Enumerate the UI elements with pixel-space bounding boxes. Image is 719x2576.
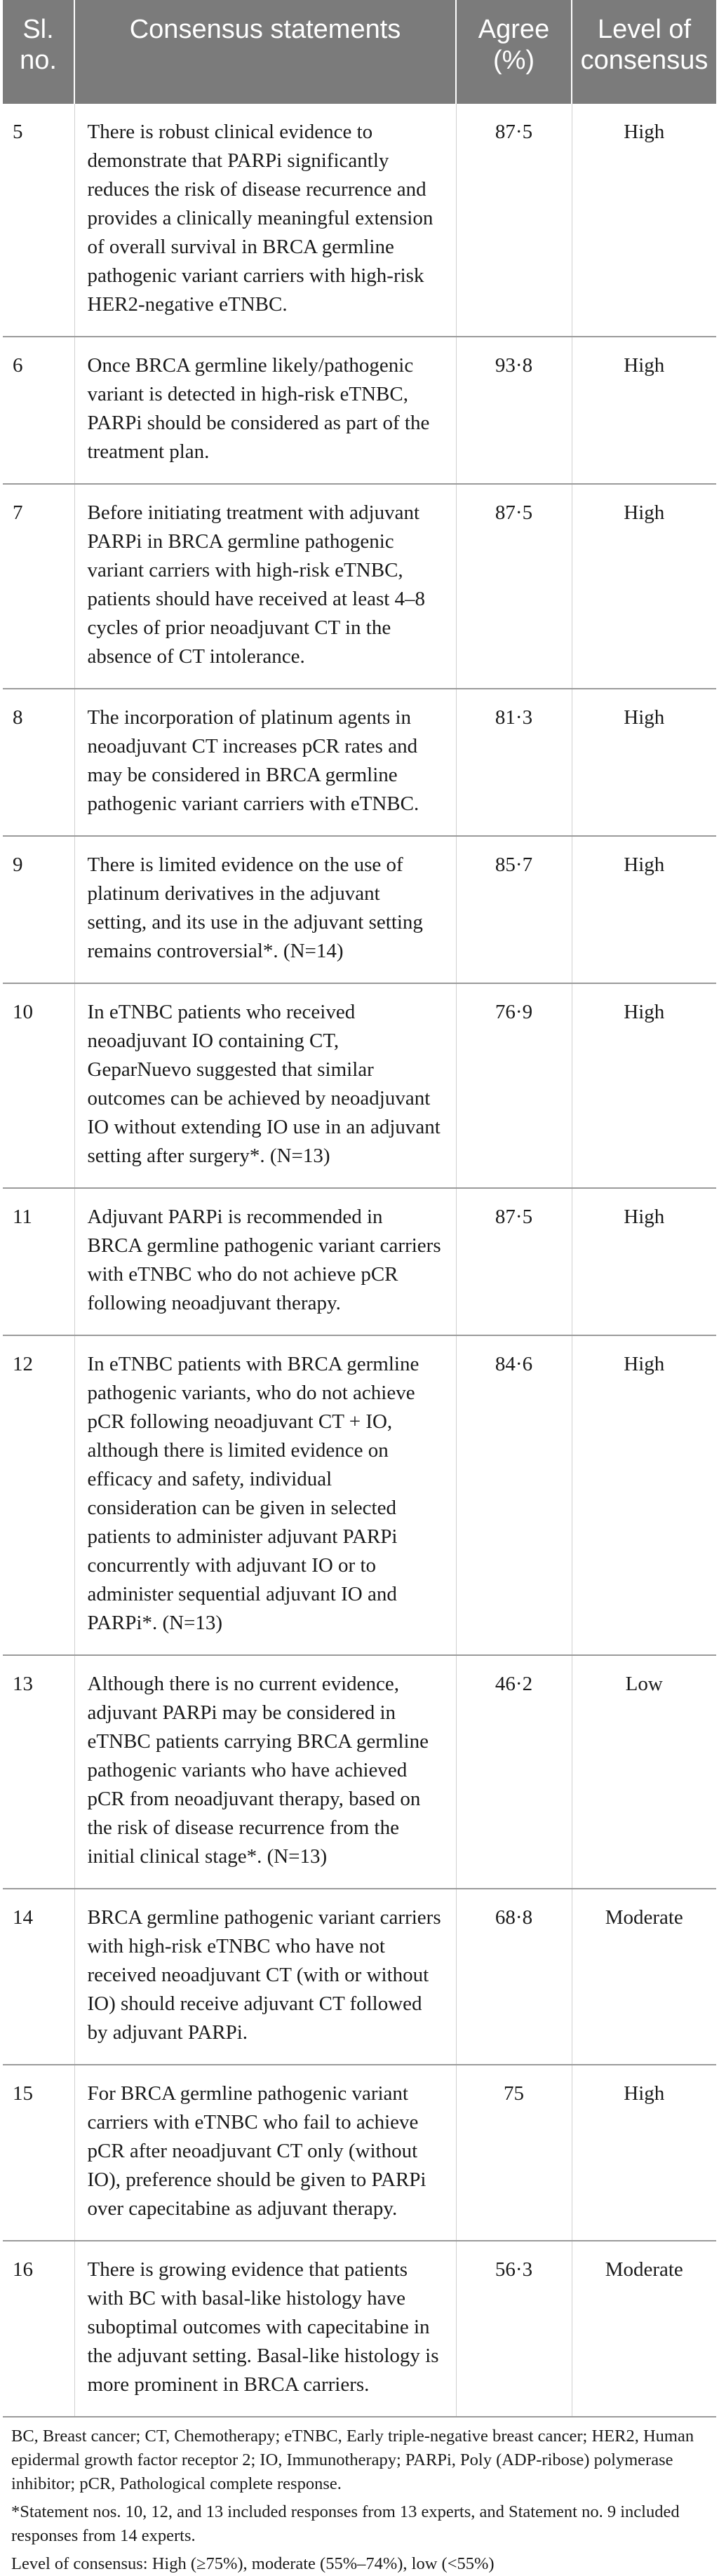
consensus-level: High: [572, 2065, 716, 2241]
row-number: 16: [3, 2241, 74, 2417]
statement-text: Although there is no current evidence, adjuvant PARPi may be considered in eTNBC patients carrying BRCA germline pathogenic variants who have achieved pCR from neoadjuvant therapy, based on the risk of disease recurrence from the initial clinical stage*. (N=13): [74, 1655, 456, 1889]
consensus-level: High: [572, 104, 716, 337]
statement-text: Once BRCA germline likely/pathogenic variant is detected in high-risk eTNBC, PARPi should be considered as part of the treatment plan.: [74, 337, 456, 484]
row-number: 6: [3, 337, 74, 484]
table-row: [3, 983, 716, 1188]
consensus-level: High: [572, 1335, 716, 1655]
statement-text: In eTNBC patients with BRCA germline pathogenic variants, who do not achieve pCR following neoadjuvant CT + IO, although there is limited evidence on efficacy and safety, individual consideration can be given in selected patients to administer adjuvant PARPi concurrently with adjuvant IO or to administer sequential adjuvant IO and PARPi*. (N=13): [74, 1335, 456, 1655]
header-level-of-consensus: Level of consensus: [572, 0, 716, 104]
table-row: [3, 2065, 716, 2241]
consensus-level: Moderate: [572, 2241, 716, 2417]
table-row: [3, 689, 716, 836]
consensus-levels-footnote: Level of consensus: High (≥75%), moderate (55%–74%), low (<55%): [11, 2554, 495, 2573]
header-sl-no: Sl. no.: [20, 15, 57, 75]
consensus-level: High: [572, 1188, 716, 1335]
consensus-level: Low: [572, 1655, 716, 1889]
statement-text: There is growing evidence that patients with BC with basal-like histology have suboptimal outcomes with capecitabine in the adjuvant setting. Basal-like histology is more prominent in BRCA carriers.: [74, 2241, 456, 2417]
row-number: 9: [3, 836, 74, 983]
statement-text: Before initiating treatment with adjuvant PARPi in BRCA germline pathogenic variant carriers with high-risk eTNBC, patients should have received at least 4–8 cycles of prior neoadjuvant CT in the absence of CT intolerance.: [74, 484, 456, 689]
consensus-level: High: [572, 337, 716, 484]
table-row: [3, 836, 716, 983]
agree-percent: 87·5: [456, 104, 572, 337]
statement-text: For BRCA germline pathogenic variant carriers with eTNBC who fail to achieve pCR after neoadjuvant CT only (without IO), preference should be given to PARPi over capecitabine as adjuvant therapy.: [74, 2065, 456, 2241]
row-number: 11: [3, 1188, 74, 1335]
consensus-level: High: [572, 484, 716, 689]
consensus-level: High: [572, 836, 716, 983]
agree-percent: 93·8: [456, 337, 572, 484]
statement-text: There is robust clinical evidence to demonstrate that PARPi significantly reduces the risk of disease recurrence and provides a clinically meaningful extension of overall survival in BRCA germline pathogenic variant carriers with high-risk HER2-negative eTNBC.: [74, 104, 456, 337]
row-number: 15: [3, 2065, 74, 2241]
agree-percent: 85·7: [456, 836, 572, 983]
statement-text: There is limited evidence on the use of platinum derivatives in the adjuvant setting, and its use in the adjuvant setting remains controversial*. (N=14): [74, 836, 456, 983]
agree-percent: 84·6: [456, 1335, 572, 1655]
header-consensus-statements: Consensus statements: [74, 0, 456, 104]
statement-text: Adjuvant PARPi is recommended in BRCA germline pathogenic variant carriers with eTNBC who do not achieve pCR following neoadjuvant therapy.: [74, 1188, 456, 1335]
table-body: [3, 104, 716, 2417]
table-row: [3, 1335, 716, 1655]
agree-percent: 81·3: [456, 689, 572, 836]
consensus-level: Moderate: [572, 1889, 716, 2065]
table-row: [3, 104, 716, 337]
statement-text: In eTNBC patients who received neoadjuvant IO containing CT, GeparNuevo suggested that similar outcomes can be achieved by neoadjuvant IO without extending IO use in an adjuvant setting after surgery*. (N=13): [74, 983, 456, 1188]
row-number: 8: [3, 689, 74, 836]
table-row: [3, 1655, 716, 1889]
table-footnotes: [3, 2417, 716, 2576]
table-row: [3, 2241, 716, 2417]
asterisk-footnote: *Statement nos. 10, 12, and 13 included responses from 13 experts, and Statement no. 9 included responses from 14 experts.: [11, 2502, 680, 2545]
row-number: 7: [3, 484, 74, 689]
agree-percent: 68·8: [456, 1889, 572, 2065]
table-row: [3, 1889, 716, 2065]
agree-percent: 87·5: [456, 1188, 572, 1335]
abbreviations-footnote: BC, Breast cancer; CT, Chemotherapy; eTNBC, Early triple-negative breast cancer; HER2, Human epidermal growth factor receptor 2; IO, Immunotherapy; PARPi, Poly (ADP-ribose) polymerase inhibitor; pCR, Pathological complete response.: [11, 2427, 694, 2493]
row-number: 5: [3, 104, 74, 337]
table-row: [3, 484, 716, 689]
row-number: 12: [3, 1335, 74, 1655]
table-row: [3, 1188, 716, 1335]
agree-percent: 87·5: [456, 484, 572, 689]
agree-percent: 56·3: [456, 2241, 572, 2417]
agree-percent: 76·9: [456, 983, 572, 1188]
row-number: 14: [3, 1889, 74, 2065]
row-number: 10: [3, 983, 74, 1188]
agree-percent: 46·2: [456, 1655, 572, 1889]
statement-text: The incorporation of platinum agents in neoadjuvant CT increases pCR rates and may be considered in BRCA germline pathogenic variant carriers with eTNBC.: [74, 689, 456, 836]
table-row: [3, 337, 716, 484]
header-row: [3, 0, 716, 104]
statement-text: BRCA germline pathogenic variant carriers with high-risk eTNBC who have not received neoadjuvant CT (with or without IO) should receive adjuvant CT followed by adjuvant PARPi.: [74, 1889, 456, 2065]
consensus-level: High: [572, 983, 716, 1188]
header-agree-percent: Agree (%): [456, 0, 572, 104]
agree-percent: 75: [456, 2065, 572, 2241]
row-number: 13: [3, 1655, 74, 1889]
consensus-table: [3, 0, 716, 2417]
consensus-level: High: [572, 689, 716, 836]
table-header: [3, 0, 716, 104]
